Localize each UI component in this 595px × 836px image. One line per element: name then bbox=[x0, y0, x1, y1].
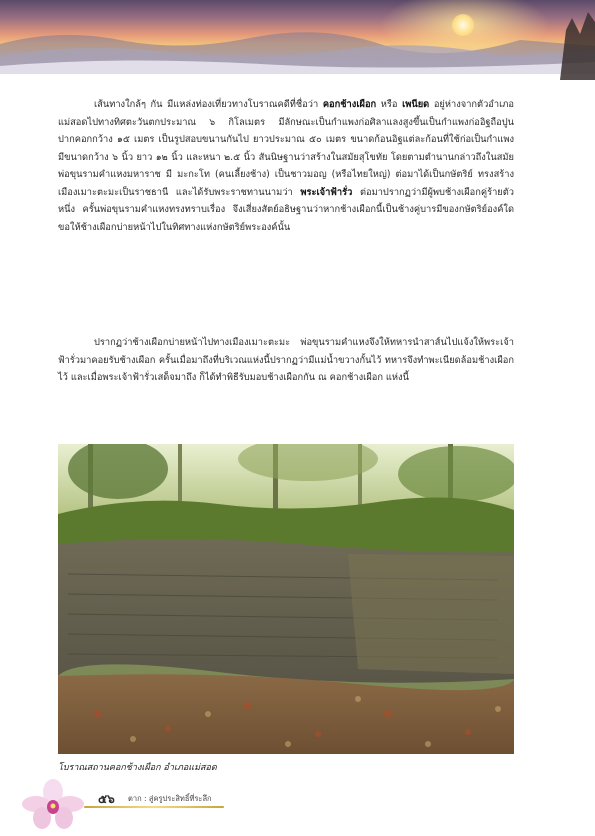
footer-title: ตาก : สู่ครูประสิทธิ์ที่ระลึก bbox=[128, 794, 212, 803]
mountain-silhouette bbox=[0, 0, 595, 82]
page-number: ๕๖ bbox=[98, 792, 115, 806]
term-phra-chao-fa-rua: พระเจ้าฟ้ารั่ว bbox=[300, 186, 353, 198]
p2-text: ปรากฏว่าช้างเผือกบ่ายหน้าไปทางเมืองเมาะตะมะ พ่อขุนรามคำแหงจึงให้ทหารนำสาส์นไปแจ้งให้พระเจ้าฟ้ารั่วมาคอยรับช้างเผือก ครั้นเมื่อมาถึงที่บริเวณแห่งนี้ปรากฏว่ามีแม่น้ำขวางกั้นไว้ ทหารจึงทำพะเนียดล้อมช้างเผือกไว้ และเมื่อพระเจ้าฟ้ารั่วเสด็จมาถึง ก็ได้ทำพิธีรับมอบช้างเผือกกัน ณ คอกช้างเผือก แห่งนี้ bbox=[58, 337, 514, 383]
photo-kok-chang-phueak bbox=[58, 444, 514, 754]
term-kok-chang-phueak: คอกช้างเผือก bbox=[322, 99, 377, 110]
p1-text-3: อยู่ห่างจากตัวอำเภอแม่สอดไปทางทิศตะวันตกประมาณ ๖ กิโลเมตร มีลักษณะเป็นกำแพงก่อศิลาแลงสูงขึ้นเป็นกำแพงก่ออิฐถือปูน ปากคอกกว้าง ๑๕ เมตร เป็นรูปสอบขนานกันไป ยาวประมาณ ๕๐ เมตร ขนาดก้อนอิฐแต่ละก้อนที่ใช้ก่อเป็นกำแพง มีขนาดกว้าง ๖ นิ้ว ยาว ๑๒ นิ้ว และหนา ๒.๕ นิ้ว สันนิษฐานว่าสร้างในสมัยสุโขทัย โดยตามตำนานกล่าวถึงในสมัยพ่อขุนรามคำแหงมหาราช มี มะกะโท (คนเลี้ยงช้าง) เป็นชาวมอญ (หรือไทยใหญ่) ต่อมาได้เป็นกษัตริย์ ทรงสร้างเมืองเมาะตะมะเป็นราชธานี และได้รับพระราชทานนามว่า bbox=[58, 99, 515, 198]
orchid-flower-icon bbox=[22, 778, 84, 830]
p1-text-2: หรือ bbox=[376, 99, 403, 110]
header-banner bbox=[0, 0, 595, 82]
photo-caption: โบราณสถานคอกช้างเผือก อำเภอแม่สอด bbox=[58, 763, 217, 773]
body-paragraph-2 bbox=[58, 334, 514, 387]
body-paragraph-1 bbox=[58, 96, 514, 236]
term-phaniat: เพนียด bbox=[402, 99, 430, 110]
p1-text-1: เส้นทางใกล้ๆ กัน มีแหล่งท่องเที่ยวทางโบราณคดีที่ชื่อว่า bbox=[94, 99, 323, 110]
footer-underline bbox=[84, 806, 224, 808]
p1-text-4: ต่อมาปรากฏว่ามีผู้พบช้างเผือกคู่ร้ายตัวหนึ่ง ครั้นพ่อขุนรามคำแหงทรงทราบเรื่อง จึงเสี่ยงสัตย์อธิษฐานว่าหากช้างเผือกนี้เป็นช้างคู่บารมีของกษัตริย์องค์ใด ขอให้ช้างเผือกบ่ายหน้าไปในทิศทางแห่งกษัตริย์พระองค์นั้น bbox=[58, 186, 514, 233]
